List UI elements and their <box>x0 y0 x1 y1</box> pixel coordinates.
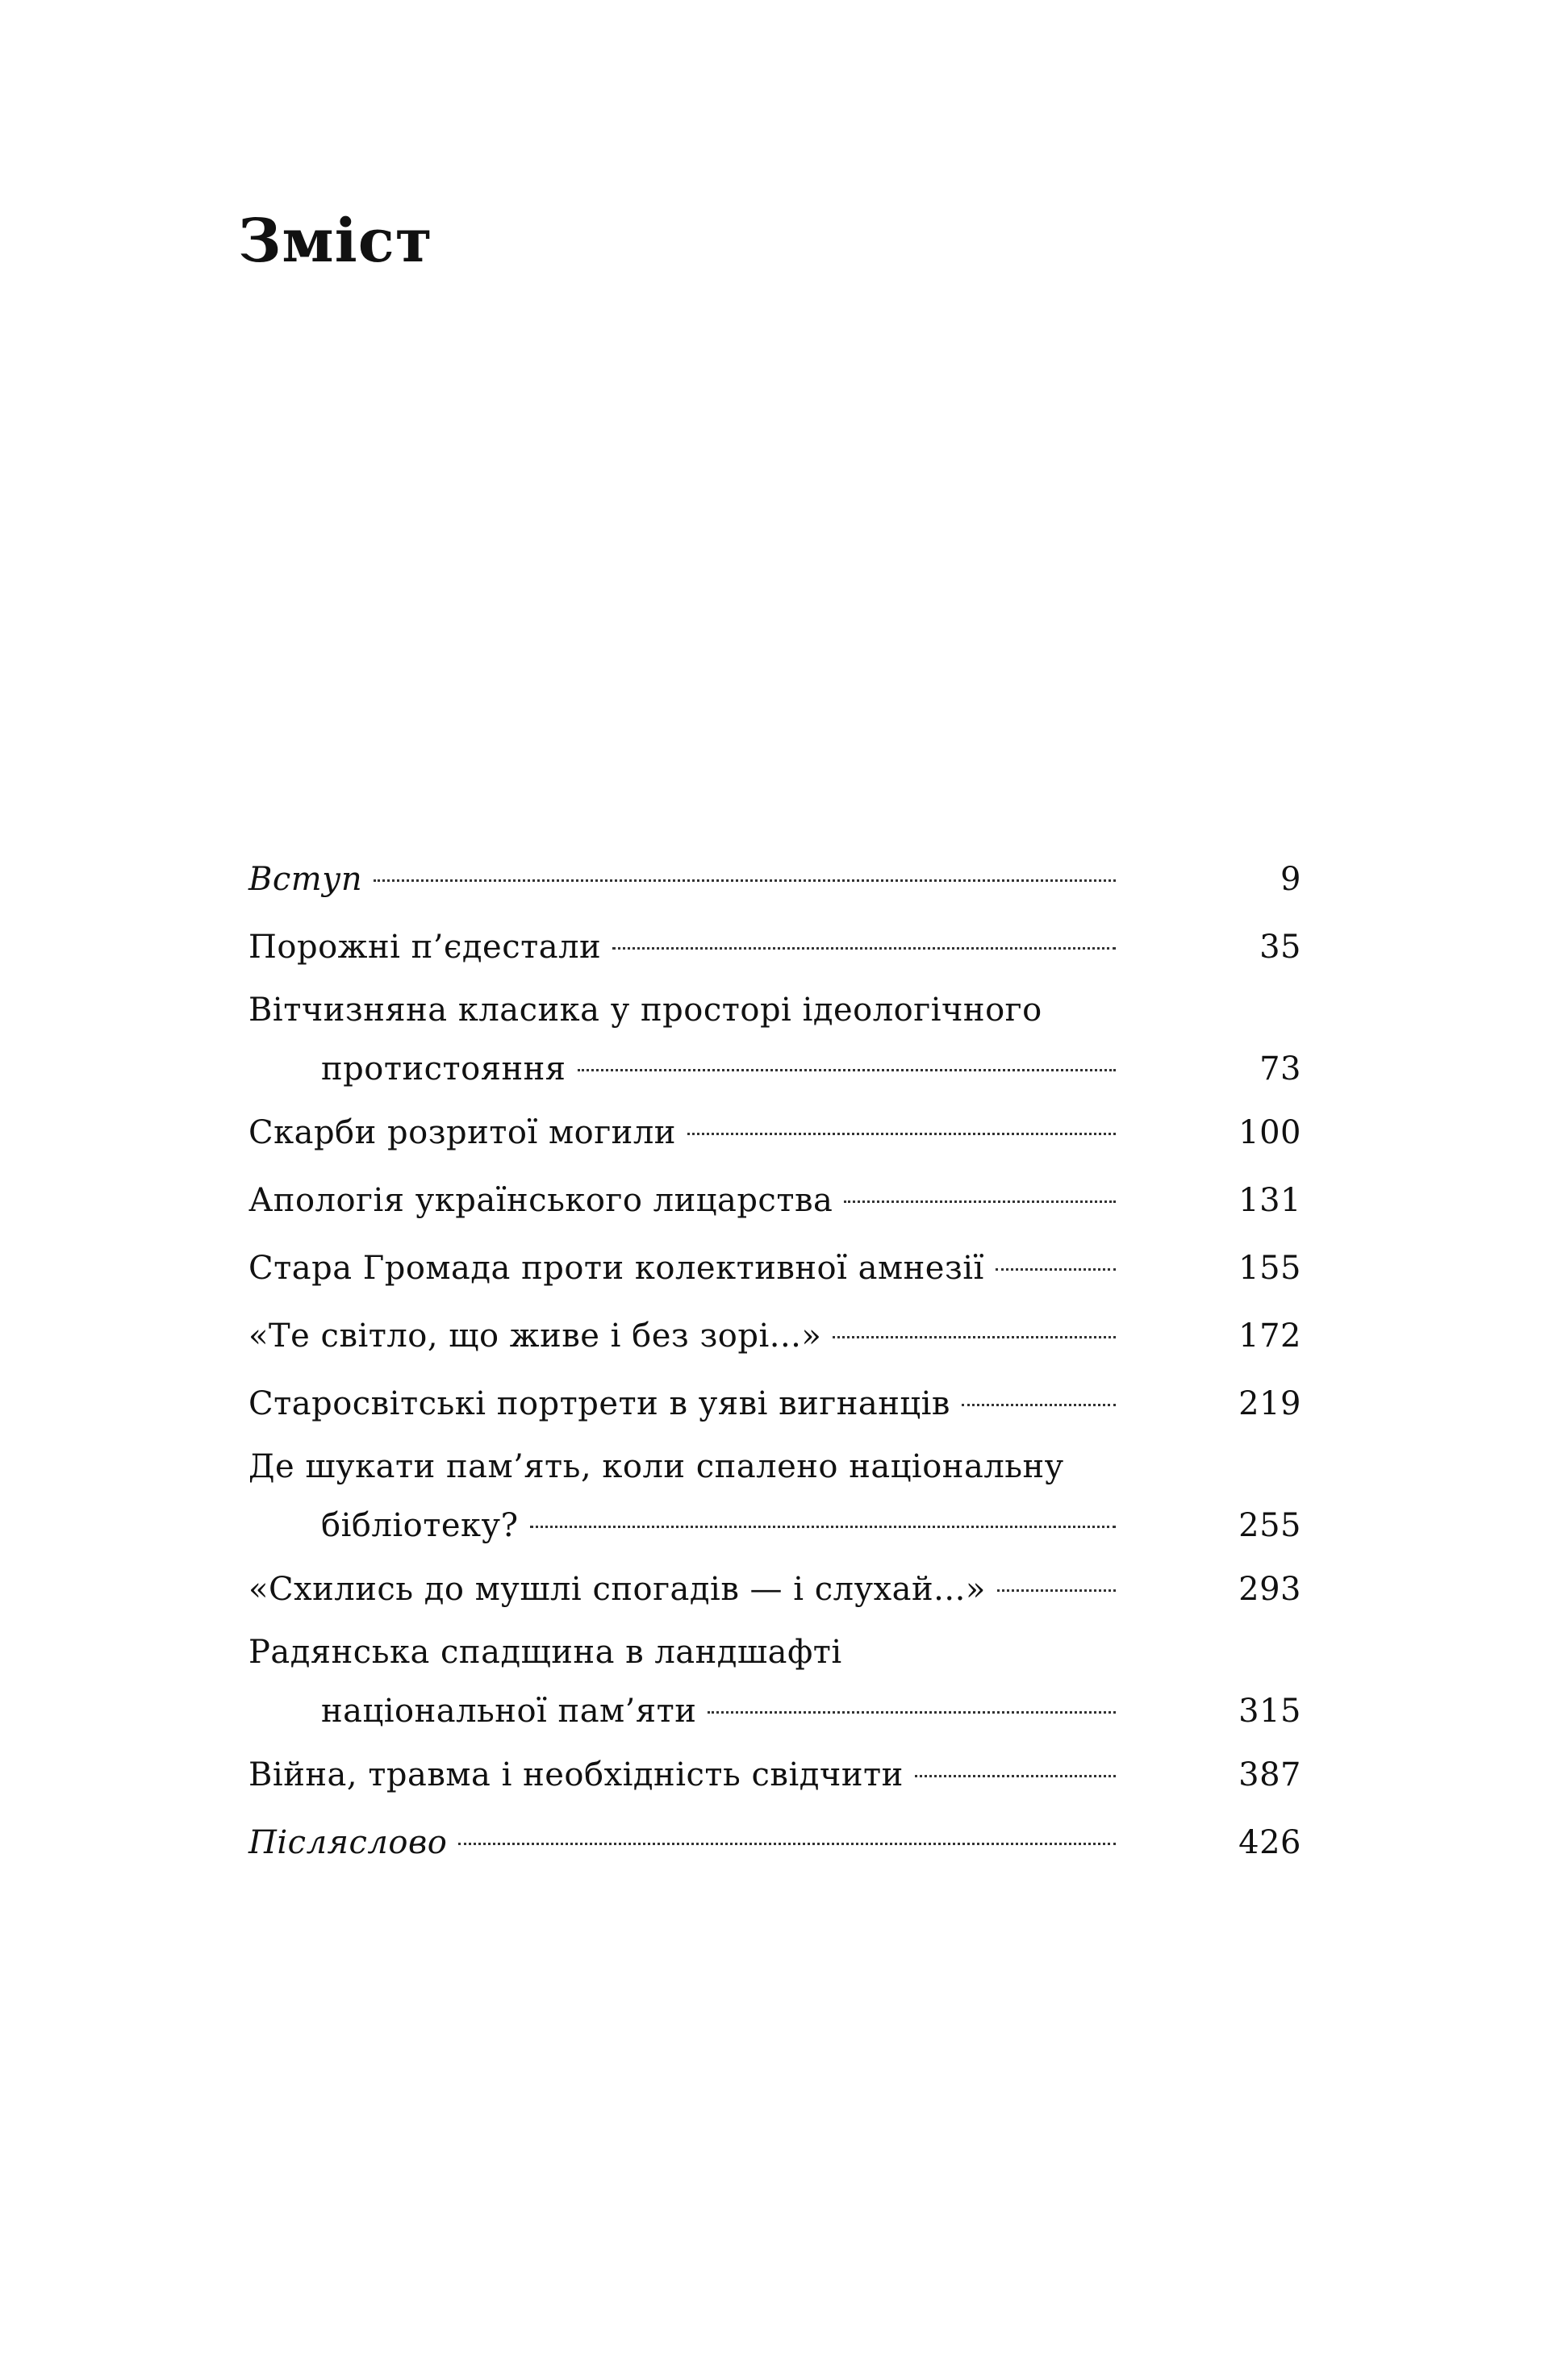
toc-page-number: 293 <box>1238 1571 1301 1608</box>
dot-leader <box>612 947 1116 950</box>
toc-page-number: 155 <box>1238 1250 1301 1287</box>
toc-entry-title: Післяслово <box>248 1824 448 1861</box>
toc-entry-war-trauma[interactable] <box>248 1741 1301 1809</box>
toc-page-number: 172 <box>1238 1317 1301 1355</box>
toc-entry-intro[interactable] <box>248 846 1301 913</box>
toc-entry-title: «Те світло, що живе і без зорі...» <box>248 1317 822 1355</box>
dot-leader <box>374 879 1116 882</box>
dot-leader <box>915 1775 1116 1777</box>
toc-entry-treasures[interactable] <box>248 1099 1301 1167</box>
toc-entry-soviet-heritage[interactable] <box>248 1623 1301 1741</box>
toc-entry-old-hromada[interactable] <box>248 1234 1301 1302</box>
toc-page-number: 131 <box>1238 1182 1301 1219</box>
toc-entry-national-classics[interactable] <box>248 981 1301 1099</box>
toc-page-number: 35 <box>1259 929 1301 966</box>
dot-leader <box>687 1133 1116 1135</box>
toc-entry-title: Радянська спадщина в ландшафті <box>248 1634 842 1671</box>
dot-leader <box>833 1336 1116 1338</box>
toc-entry-title: «Схились до мушлі спогадів — і слухай...» <box>248 1571 986 1608</box>
toc-page-number: 255 <box>1238 1507 1301 1544</box>
toc-entry-title: Порожні п’єдестали <box>248 929 602 966</box>
toc-entry-title: Стара Громада проти колективної амнезії <box>248 1250 984 1287</box>
toc-entry-title: Старосвітські портрети в уяві вигнанців <box>248 1385 950 1422</box>
toc-entry-title-continuation: бібліотеку? <box>321 1507 519 1544</box>
dot-leader <box>996 1268 1116 1271</box>
toc-entry-title-continuation: національної пам’яти <box>321 1693 697 1730</box>
toc-page-number: 73 <box>1259 1050 1301 1088</box>
toc-page-number: 219 <box>1238 1385 1301 1422</box>
toc-entry-light[interactable] <box>248 1302 1301 1370</box>
dot-leader <box>997 1589 1116 1592</box>
toc-page-number: 100 <box>1238 1114 1301 1151</box>
page-title: Зміст <box>238 207 433 276</box>
toc-entry-title-continuation: протистояння <box>321 1050 566 1088</box>
toc-entry-empty-pedestals[interactable] <box>248 913 1301 981</box>
toc-entry-title: Скарби розритої могили <box>248 1114 676 1151</box>
dot-leader <box>578 1069 1116 1071</box>
toc-entry-title: Вступ <box>248 861 363 898</box>
toc-page-number: 9 <box>1280 861 1301 898</box>
toc-entry-title: Вітчизняна класика у просторі ідеологічного <box>248 992 1042 1029</box>
toc-entry-shell-of-memories[interactable] <box>248 1555 1301 1623</box>
toc-page-number: 387 <box>1238 1756 1301 1793</box>
dot-leader <box>530 1526 1116 1528</box>
toc-entry-title: Де шукати пам’ять, коли спалено національну <box>248 1448 1064 1485</box>
toc-entry-title: Війна, травма і необхідність свідчити <box>248 1756 904 1793</box>
toc-entry-title: Апологія українського лицарства <box>248 1182 833 1219</box>
toc-page-number: 426 <box>1238 1824 1301 1861</box>
dot-leader <box>844 1200 1116 1203</box>
toc-entry-memory-library[interactable] <box>248 1438 1301 1555</box>
dot-leader <box>458 1843 1116 1845</box>
dot-leader <box>708 1711 1116 1714</box>
toc-entry-apology[interactable] <box>248 1167 1301 1234</box>
toc-entry-portraits[interactable] <box>248 1370 1301 1438</box>
table-of-contents <box>248 846 1301 1877</box>
toc-page-number: 315 <box>1238 1693 1301 1730</box>
toc-entry-afterword[interactable] <box>248 1809 1301 1877</box>
dot-leader <box>962 1404 1116 1406</box>
